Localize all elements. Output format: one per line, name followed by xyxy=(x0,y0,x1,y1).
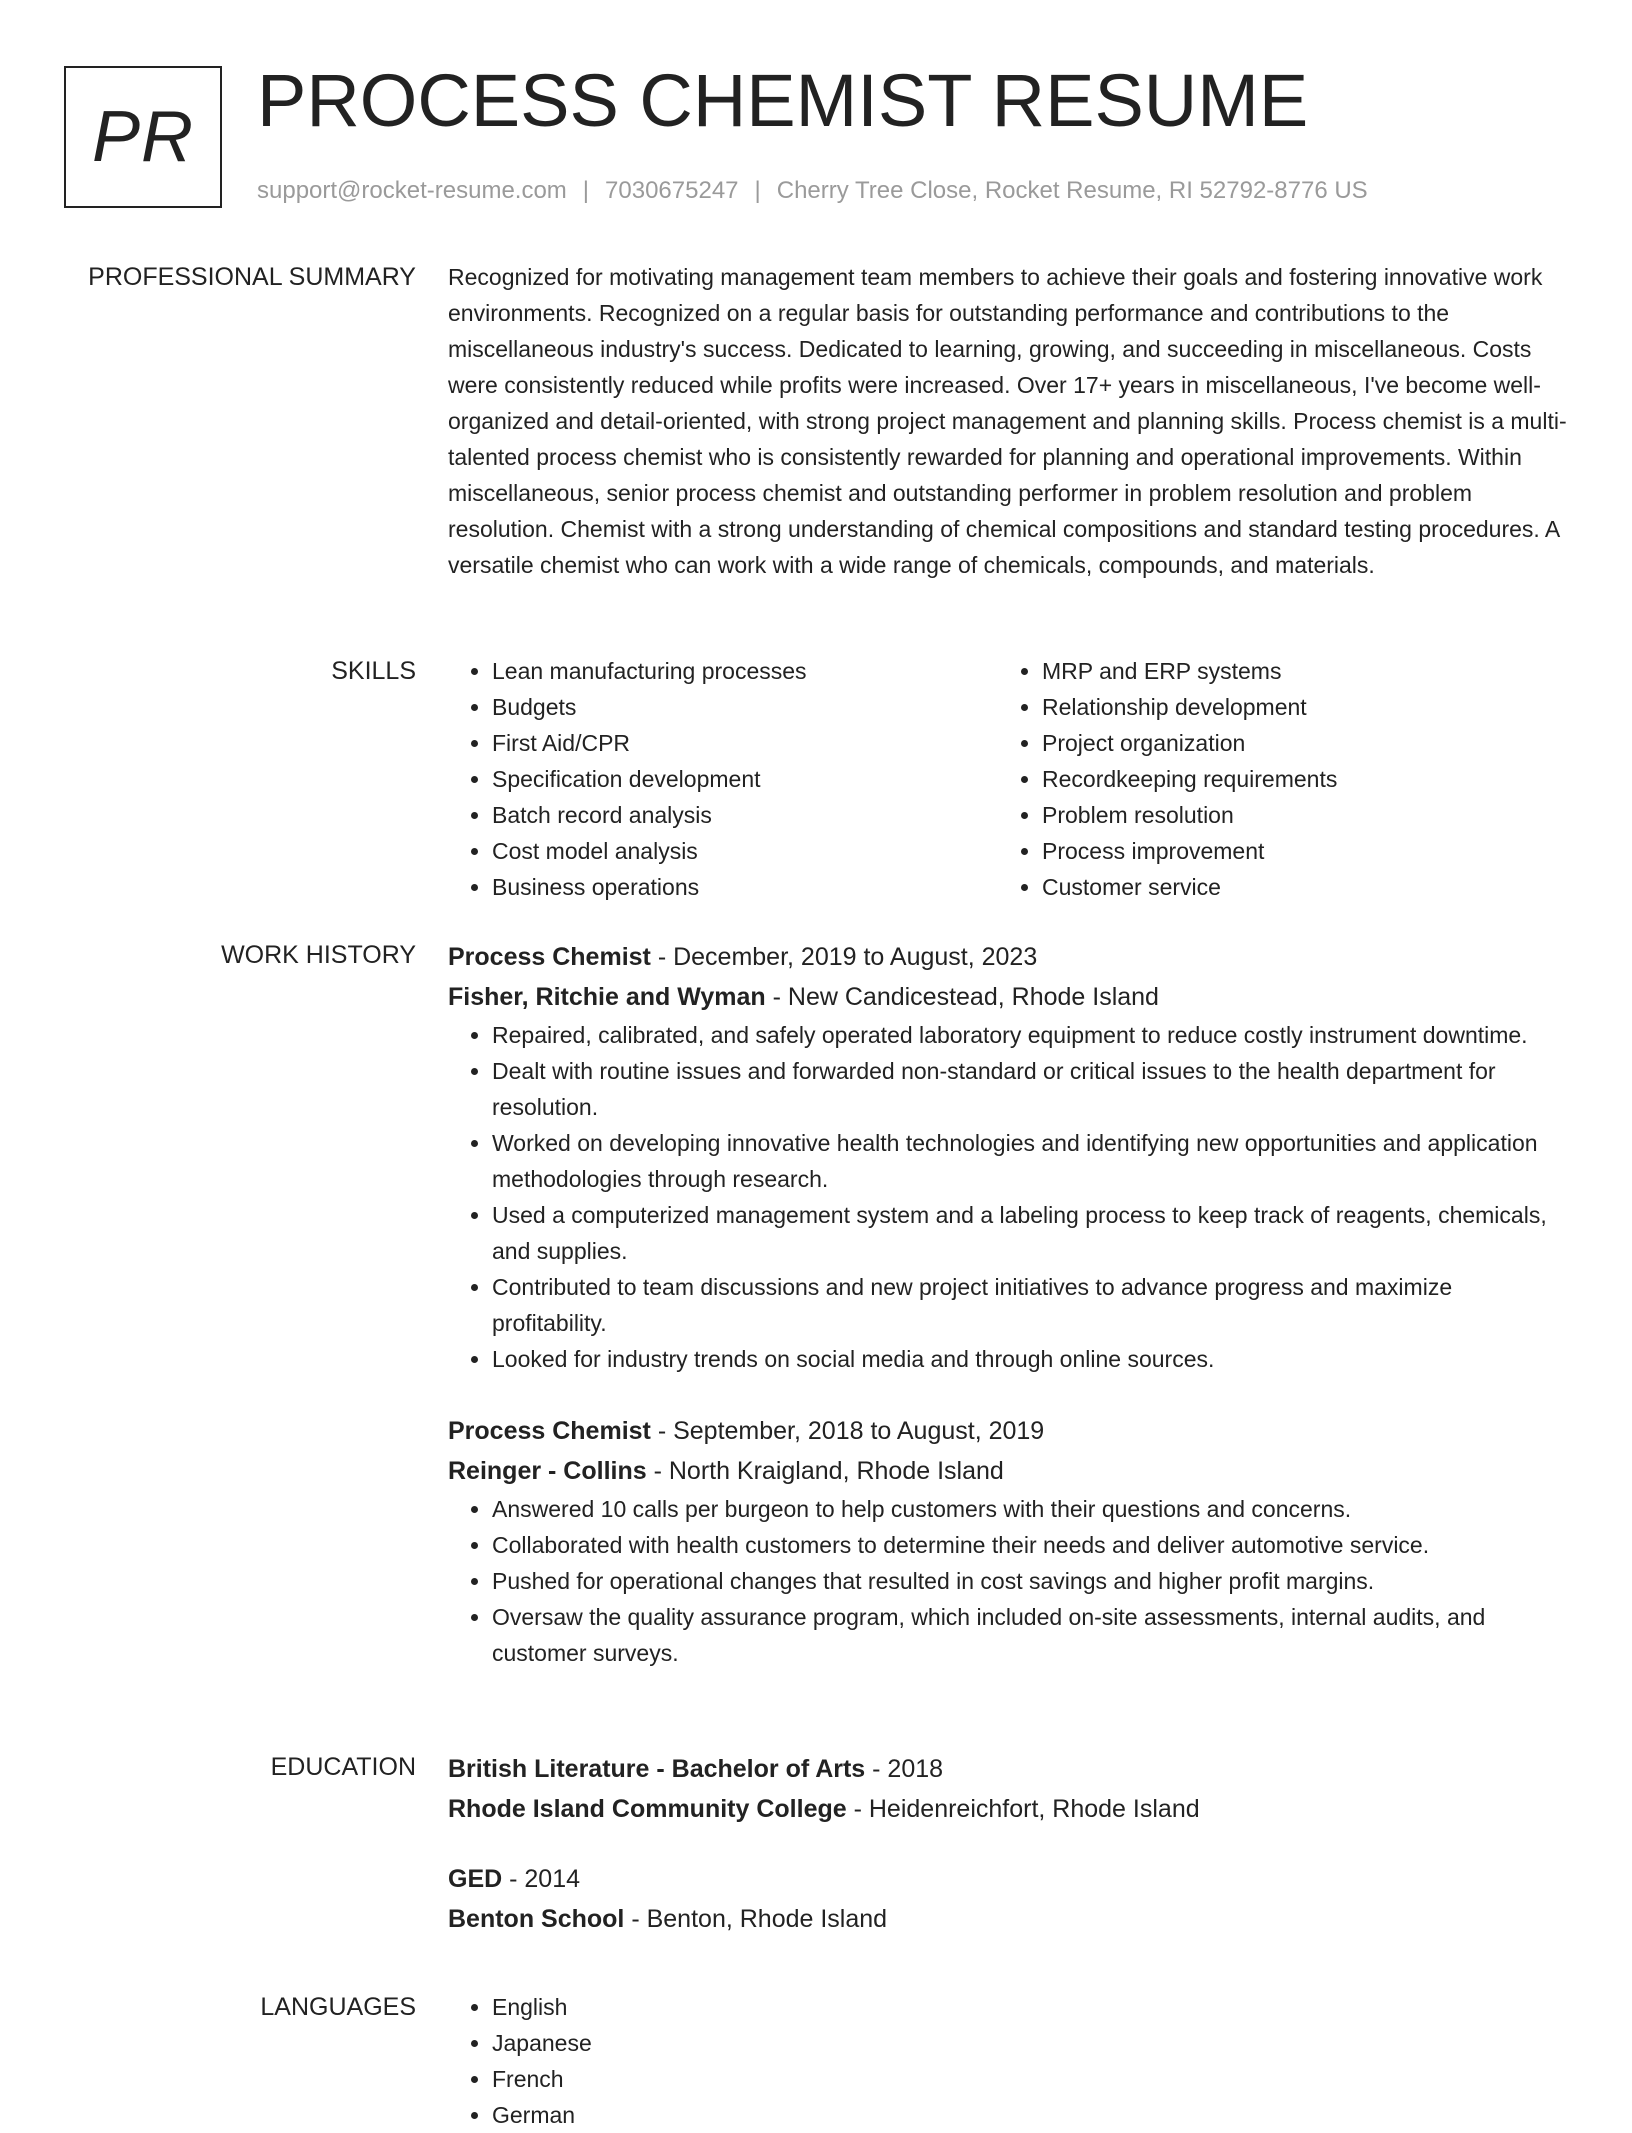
contact-address: Cherry Tree Close, Rocket Resume, RI 52792-8776 US xyxy=(776,177,1368,204)
job-duty: • Pushed for operational changes that resulted in cost savings and higher profit margins. xyxy=(492,1563,1568,1599)
job-dates: - December, 2019 to August, 2023 xyxy=(650,943,1038,971)
education-label: EDUCATION xyxy=(270,1753,416,1781)
contact-email[interactable]: support@rocket-resume.com xyxy=(257,177,567,204)
skill-item: • Problem resolution xyxy=(1042,797,1548,833)
language-item: • German xyxy=(492,2097,1568,2133)
work-history-body xyxy=(448,937,1568,1705)
skill-item: • Lean manufacturing processes xyxy=(492,653,998,689)
skill-item: • Process improvement xyxy=(1042,833,1548,869)
contact-separator: | xyxy=(754,177,761,204)
language-item: • Japanese xyxy=(492,2025,1568,2061)
contact-line xyxy=(257,174,1368,208)
skill-item: • Customer service xyxy=(1042,869,1548,905)
job-company-line xyxy=(448,1451,1568,1491)
job-duties xyxy=(448,1491,1568,1671)
page-title: PROCESS CHEMIST RESUME xyxy=(257,59,1309,142)
education-entry xyxy=(448,1859,1568,1939)
skill-item: • First Aid/CPR xyxy=(492,725,998,761)
skills-column-right xyxy=(998,653,1548,905)
job-company: Fisher, Ritchie and Wyman xyxy=(448,983,766,1011)
education-year: - 2014 xyxy=(502,1865,581,1893)
language-item: • English xyxy=(492,1989,1568,2025)
job-title: Process Chemist xyxy=(448,1417,651,1445)
skill-item: • Cost model analysis xyxy=(492,833,998,869)
monogram: PR xyxy=(64,66,222,208)
education-body xyxy=(448,1749,1568,1969)
job-duty: • Looked for industry trends on social media and through online sources. xyxy=(492,1341,1568,1377)
skill-item: • Specification development xyxy=(492,761,998,797)
skills-body xyxy=(448,653,1568,905)
job-duty: • Worked on developing innovative health technologies and identifying new opportunities and application methodologies through research. xyxy=(492,1125,1568,1197)
job-entry xyxy=(448,1411,1568,1671)
job-location: - North Kraigland, Rhode Island xyxy=(646,1457,1004,1485)
languages-list xyxy=(448,1989,1568,2133)
work-history-label: WORK HISTORY xyxy=(221,941,416,969)
contact-separator: | xyxy=(582,177,590,204)
job-duty: • Dealt with routine issues and forwarded non-standard or critical issues to the health department for resolution. xyxy=(492,1053,1568,1125)
summary-text: Recognized for motivating management team members to achieve their goals and fostering innovative work environments. Recognized on a regular basis for outstanding performance and contributions to the miscellaneous industry's success. Dedicated to learning, growing, and succeeding in miscellaneous. Costs were consistently reduced while profits were increased. Over 17+ years in miscellaneous, I've become well-organized and detail-oriented, with strong project management and planning skills. Process chemist is a multi-talented process chemist who is consistently rewarded for planning and operational improvements. Within miscellaneous, senior process chemist and outstanding performer in problem resolution and problem resolution. Chemist with a strong understanding of chemical compositions and standard testing procedures. A versatile chemist who can work with a wide range of chemicals, compounds, and materials. xyxy=(448,264,1567,578)
job-entry xyxy=(448,937,1568,1377)
summary-body xyxy=(448,259,1568,583)
job-duty: • Oversaw the quality assurance program, which included on-site assessments, internal audits, and customer surveys. xyxy=(492,1599,1568,1671)
skill-item: • Budgets xyxy=(492,689,998,725)
skills-grid xyxy=(448,653,1568,905)
skill-item: • Project organization xyxy=(1042,725,1548,761)
education-school: Benton School xyxy=(448,1905,625,1933)
education-degree-line xyxy=(448,1749,1568,1789)
education-school-line xyxy=(448,1899,1568,1939)
education-year: - 2018 xyxy=(865,1755,944,1783)
education-location: - Heidenreichfort, Rhode Island xyxy=(846,1795,1200,1823)
summary-label: PROFESSIONAL SUMMARY xyxy=(88,263,416,291)
languages-label: LANGUAGES xyxy=(260,1993,416,2021)
education-school: Rhode Island Community College xyxy=(448,1795,847,1823)
skill-item: • Recordkeeping requirements xyxy=(1042,761,1548,797)
education-degree-line xyxy=(448,1859,1568,1899)
skill-item: • Batch record analysis xyxy=(492,797,998,833)
job-location: - New Candicestead, Rhode Island xyxy=(765,983,1159,1011)
skill-item: • MRP and ERP systems xyxy=(1042,653,1548,689)
job-company: Reinger - Collins xyxy=(448,1457,647,1485)
skill-item: • Business operations xyxy=(492,869,998,905)
job-title-line xyxy=(448,1411,1568,1451)
job-company-line xyxy=(448,977,1568,1017)
job-dates: - September, 2018 to August, 2019 xyxy=(650,1417,1045,1445)
job-title: Process Chemist xyxy=(448,943,651,971)
contact-phone[interactable]: 7030675247 xyxy=(605,177,739,204)
job-title-line xyxy=(448,937,1568,977)
education-entry xyxy=(448,1749,1568,1829)
job-duty: • Collaborated with health customers to determine their needs and deliver automotive service. xyxy=(492,1527,1568,1563)
skills-label: SKILLS xyxy=(331,657,416,685)
skills-column-left xyxy=(448,653,998,905)
job-duty: • Contributed to team discussions and new project initiatives to advance progress and maximize profitability. xyxy=(492,1269,1568,1341)
skill-item: • Relationship development xyxy=(1042,689,1548,725)
job-duties xyxy=(448,1017,1568,1377)
education-degree: GED xyxy=(448,1865,503,1893)
education-location: - Benton, Rhode Island xyxy=(624,1905,888,1933)
language-item: • French xyxy=(492,2061,1568,2097)
languages-body xyxy=(448,1989,1568,2133)
education-school-line xyxy=(448,1789,1568,1829)
education-degree: British Literature - Bachelor of Arts xyxy=(448,1755,866,1783)
job-duty: • Answered 10 calls per burgeon to help customers with their questions and concerns. xyxy=(492,1491,1568,1527)
job-duty: • Repaired, calibrated, and safely operated laboratory equipment to reduce costly instrument downtime. xyxy=(492,1017,1568,1053)
job-duty: • Used a computerized management system and a labeling process to keep track of reagents, chemicals, and supplies. xyxy=(492,1197,1568,1269)
